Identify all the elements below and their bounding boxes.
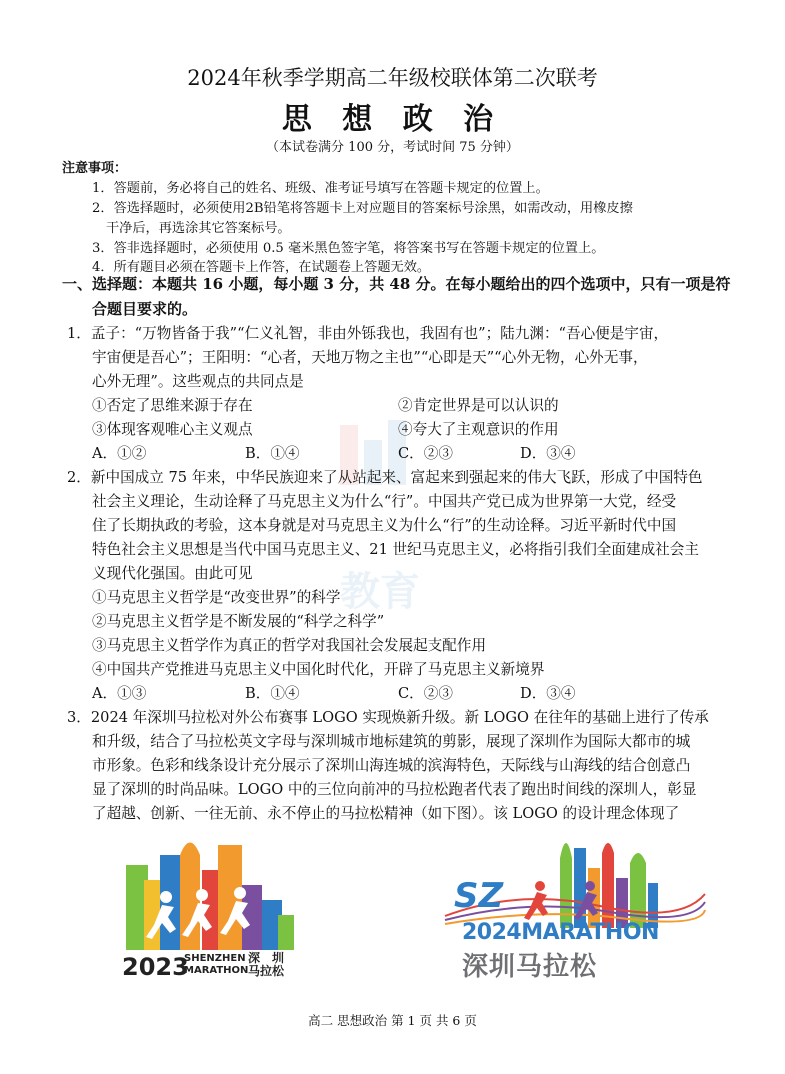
q1-statement-3: ③体现客观唯心主义观点 — [92, 421, 253, 438]
logo-2024-marathon-text: 2024MARATHON — [462, 920, 659, 945]
q1-statement-4: ④夸大了主观意识的作用 — [398, 421, 559, 438]
q1-statement-1: ①否定了思维来源于存在 — [92, 397, 253, 414]
q3-line-1: 3．2024 年深圳马拉松对外公布赛事 LOGO 实现焕新升级。新 LOGO 在往年的基础上进行了传承 — [67, 709, 709, 726]
q1-statement-2: ②肯定世界是可以认识的 — [398, 397, 559, 414]
q2-choice-b: B．①④ — [245, 685, 300, 702]
logo-2023-year: 2023 — [122, 953, 189, 981]
q2-line-4: 特色社会主义思想是当代中国马克思主义、21 世纪马克思主义，必将指引我们全面建成社会主 — [92, 541, 699, 558]
notice-item-1: 1．答题前，务必将自己的姓名、班级、准考证号填写在答题卡规定的位置上。 — [92, 181, 549, 196]
logo-2023-english — [184, 953, 248, 977]
notice-item-2: 2．答选择题时，必须使用2B铅笔将答题卡上对应题目的答案标号涂黑，如需改动，用橡皮擦 — [92, 201, 633, 216]
q2-line-5: 义现代化强国。由此可见 — [92, 565, 253, 582]
section-heading: 一、选择题：本题共 16 小题，每小题 3 分，共 48 分。在每小题给出的四个选项中，只有一项是符 — [62, 275, 731, 293]
logo-2023-en-line2: MARATHON — [184, 965, 249, 976]
q2-statement-4: ④中国共产党推进马克思主义中国化时代化，开辟了马克思主义新境界 — [92, 661, 545, 678]
watermark-text: 教育 — [340, 569, 420, 615]
q1-choice-b: B．①④ — [245, 445, 300, 462]
q1-line-3: 心外无理”。这些观点的共同点是 — [92, 373, 304, 390]
q1-choice-d: D．③④ — [520, 445, 576, 462]
subject-title: 思 想 政 治 — [281, 102, 504, 137]
q2-statement-3: ③马克思主义哲学作为真正的哲学对我国社会发展起支配作用 — [92, 637, 487, 654]
q2-choice-d: D．③④ — [520, 685, 576, 702]
logo-2023-chinese — [248, 952, 284, 978]
q3-line-3: 市形象。色彩和线条设计充分展示了深圳山海连城的滨海特色，天际线与山海线的结合创意凸 — [92, 757, 691, 774]
q2-line-2: 社会主义理论，生动诠释了马克思主义为什么“行”。中国共产党已成为世界第一大党，经受 — [92, 493, 677, 510]
q3-line-5: 了超越、创新、一往无前、永不停止的马拉松精神（如下图）。该 LOGO 的设计理念体现了 — [92, 805, 680, 822]
q2-line-1: 2．新中国成立 75 年来，中华民族迎来了从站起来、富起来到强起来的伟大飞跃，形成了中国特色 — [67, 469, 703, 486]
q2-statement-2: ②马克思主义哲学是不断发展的“科学之科学” — [92, 613, 385, 630]
q2-choice-a: A．①③ — [92, 685, 147, 702]
q2-line-3: 住了长期执政的考验，这本身就是对马克思主义为什么“行”的生动诠释。习近平新时代中国 — [92, 517, 677, 534]
q3-line-4: 显了深圳的时尚品味。LOGO 中的三位向前冲的马拉松跑者代表了跑出时间线的深圳人，彰显 — [92, 781, 697, 798]
q1-line-2: 宇宙便是吾心”；王阳明：“心者，天地万物之主也”“心即是天”“心外无物，心外无事， — [92, 349, 648, 366]
q2-statement-1: ①马克思主义哲学是“改变世界”的科学 — [92, 589, 341, 606]
q3-line-2: 和升级，结合了马拉松英文字母与深圳城市地标建筑的剪影，展现了深圳作为国际大都市的城 — [92, 733, 691, 750]
q1-choice-a: A．①② — [92, 445, 147, 462]
notice-item-4: 4．所有题目必须在答题卡上作答，在试题卷上答题无效。 — [92, 260, 431, 275]
section-heading-cont: 合题目要求的。 — [92, 300, 198, 318]
notice-item-3: 3．答非选择题时，必须使用 0.5 毫米黑色签字笔，将答案书写在答题卡规定的位置上。 — [92, 241, 605, 256]
logo-2023-cn-line2: 马拉松 — [248, 964, 285, 978]
logo-2023-marathon — [118, 825, 298, 980]
logo-2024-sz: SZ — [454, 876, 504, 916]
logo-2024-marathon — [440, 828, 710, 982]
logo-2023-graphic-icon — [118, 825, 298, 950]
logo-2024-chinese: 深圳马拉松 — [462, 952, 598, 982]
logo-2023-en-line1: SHENZHEN — [184, 953, 246, 964]
page-footer: 高二 思想政治 第 1 页 共 6 页 — [308, 1013, 477, 1028]
exam-info: （本试卷满分 100 分，考试时间 75 分钟） — [266, 140, 519, 155]
q1-line-1: 1．孟子：“万物皆备于我”“仁义礼智，非由外铄我也，我固有也”；陆九渊：“吾心便是宇宙， — [67, 325, 669, 342]
q2-choice-c: C．②③ — [398, 685, 453, 702]
q1-choice-c: C．②③ — [398, 445, 453, 462]
notice-heading: 注意事项： — [62, 161, 128, 176]
notice-item-2-cont: 干净后，再选涂其它答案标号。 — [106, 221, 291, 236]
logo-2023-cn-line1: 深 圳 — [248, 951, 285, 965]
exam-title: 2024年秋季学期高二年级校联体第二次联考 — [187, 66, 598, 90]
